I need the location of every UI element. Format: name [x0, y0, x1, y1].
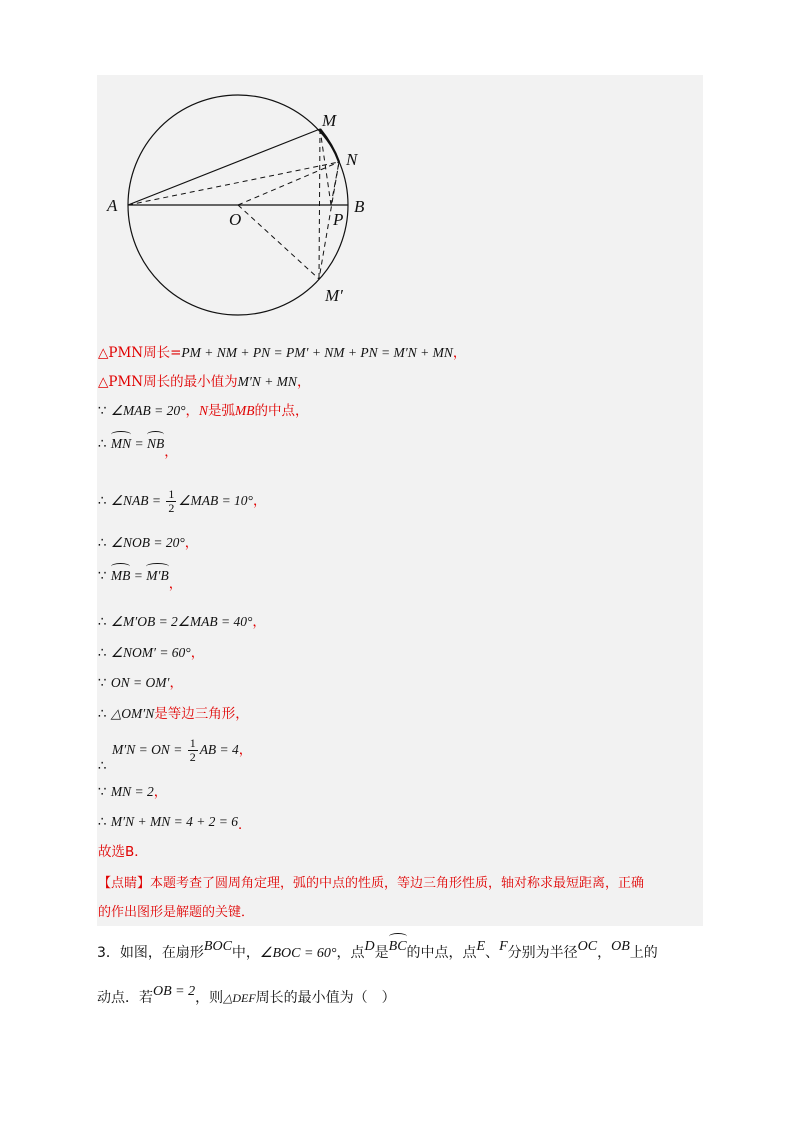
circle-figure [97, 90, 377, 320]
answer-line: 故选B． [98, 844, 148, 860]
label-n: N [346, 150, 358, 169]
segment-on [238, 162, 339, 205]
comment-line-2: 的作出图形是解题的关键． [98, 905, 255, 920]
solution-line-1: △PMN周长=PM + NM + PN = PM′ + NM + PN = M′N + MN， [98, 345, 467, 361]
solution-line-10: ∵ ON = OM′， [98, 675, 183, 691]
segment-mm-prime [319, 129, 320, 279]
question-3-line-1: 3．如图，在扇形BOC中，∠BOC = 60°，点D是BC的中点，点E、F分别为半径OC，OB上的 [97, 942, 658, 965]
solution-line-3: ∵ ∠MAB = 20°，N是弧MB的中点， [98, 403, 309, 419]
solution-line-6: ∴ ∠NOB = 20°， [98, 535, 199, 551]
solution-line-9: ∴ ∠NOM′ = 60°， [98, 645, 205, 661]
solution-line-12-therefore: ∴ [98, 758, 107, 774]
solution-line-8: ∴ ∠M′OB = 2∠MAB = 40°， [98, 614, 266, 630]
segment-an [128, 162, 339, 205]
label-m-prime: M′ [325, 286, 343, 305]
solution-line-5: ∴ ∠NAB = $\frac{1}{2}$ ∠MAB = 10°， [98, 487, 267, 515]
segment-om-prime [238, 205, 319, 279]
solution-line-11: ∴ △OM′N是等边三角形， [98, 706, 249, 722]
label-b: B [354, 197, 365, 216]
chord-am [128, 129, 320, 205]
solution-line-14: ∴ M′N + MN = 4 + 2 = 6． [98, 814, 252, 833]
label-o: O [229, 210, 242, 229]
arc-mn [320, 129, 339, 162]
question-3-line-2: 动点．若OB = 2，则△DEF周长的最小值为（ ） [97, 984, 396, 1006]
label-m: M [322, 111, 337, 130]
solution-line-4: ∴ MN = NB， [98, 436, 178, 460]
solution-line-7: ∵ MB = M′B， [98, 568, 183, 592]
segment-pn [331, 162, 339, 205]
solution-line-13: ∵ MN = 2， [98, 784, 168, 800]
solution-line-2: △PMN周长的最小值为M′N + MN， [98, 374, 311, 390]
solution-line-12: M′N = ON = $\frac{1}{2}$ AB = 4， [112, 736, 253, 764]
label-a: A [107, 196, 118, 215]
label-p: P [333, 210, 344, 229]
comment-line-1: 【点睛】本题考查了圆周角定理，弧的中点的性质，等边三角形性质，轴对称求最短距离，正确 [98, 876, 645, 891]
